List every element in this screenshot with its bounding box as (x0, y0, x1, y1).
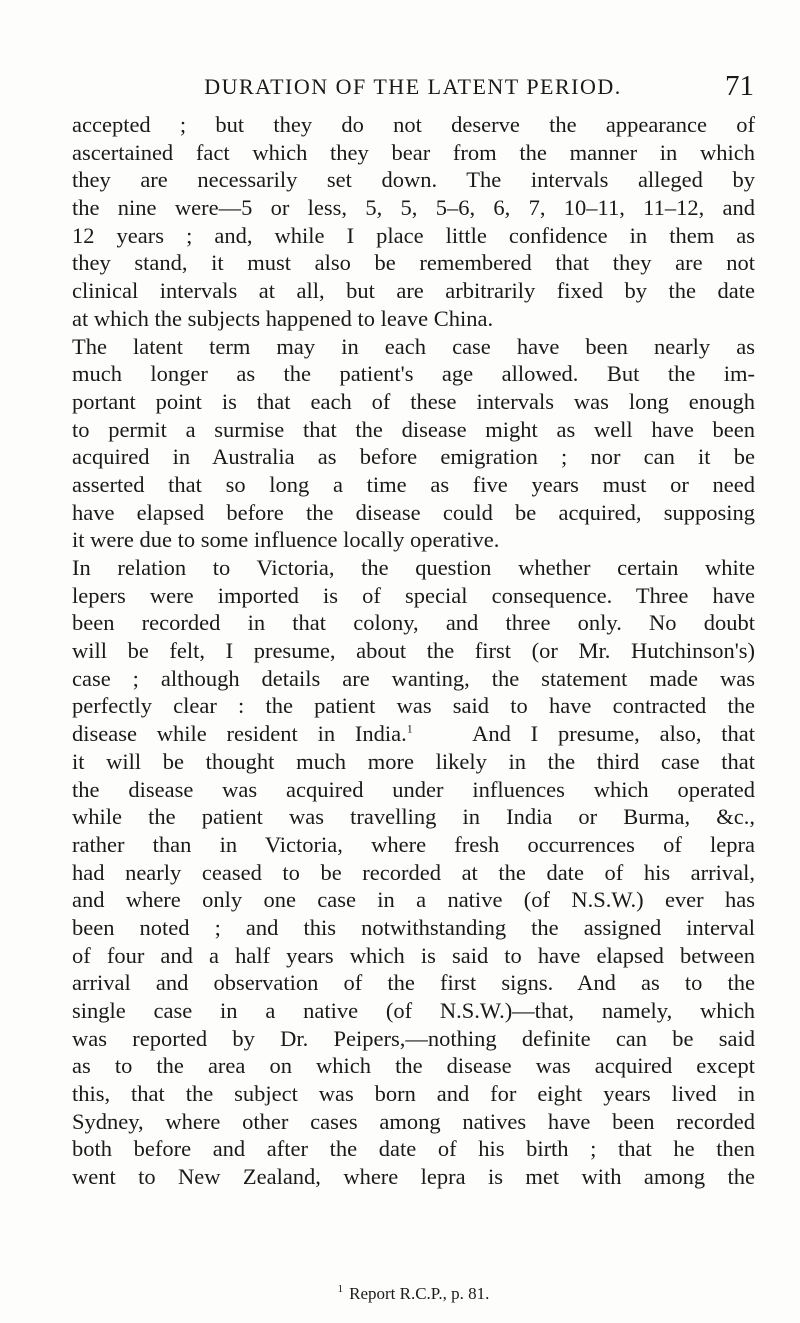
text-line-with-footnote (72, 720, 755, 748)
text-line: had nearly ceased to be recorded at the date of his arrival, (72, 859, 755, 885)
footnote (72, 1284, 755, 1304)
text-line: case ; although details are wanting, the statement made was (72, 665, 755, 691)
text-line: lepers were imported is of special consequence. Three have (72, 582, 755, 608)
text-line: arrival and observation of the first signs. And as to the (72, 970, 755, 996)
text-line: been recorded in that colony, and three only. No doubt (72, 610, 755, 636)
running-title: DURATION OF THE LATENT PERIOD. (204, 74, 622, 99)
text-line: the disease was acquired under influences which operated (72, 776, 755, 802)
text-line: The latent term may in each case have been nearly as (72, 333, 755, 359)
text-segment: disease while resident in India. (72, 721, 407, 747)
text-line: 12 years ; and, while I place little confidence in them as (72, 222, 755, 248)
footnote-reference[interactable]: 1 (406, 721, 413, 736)
text-line: In relation to Victoria, the question whether certain white (72, 555, 755, 580)
text-line: at which the subjects happened to leave China. (72, 305, 494, 331)
text-line: to permit a surmise that the disease might as well have been (72, 416, 755, 442)
text-line: perfectly clear : the patient was said to have contracted the (72, 693, 755, 719)
text-line: Sydney, where other cases among natives have been recorded (72, 1108, 755, 1134)
page-number: 71 (725, 70, 754, 102)
footnote-text: Report R.C.P., p. 81. (349, 1284, 490, 1303)
text-line: they stand, it must also be remembered that they are not (72, 250, 755, 276)
text-line: while the patient was travelling in India or Burma, &c., (72, 804, 755, 830)
footnote-marker: 1 (337, 1283, 344, 1296)
text-line: accepted ; but they do not deserve the appearance of (72, 112, 755, 137)
text-line: acquired in Australia as before emigration ; nor can it be (72, 444, 755, 470)
text-line: rather than in Victoria, where fresh occurrences of lepra (72, 831, 755, 857)
text-line: this, that the subject was born and for eight years lived in (72, 1081, 755, 1107)
running-head (72, 70, 754, 104)
text-line: of four and a half years which is said to have elapsed between (72, 942, 755, 968)
text-line: have elapsed before the disease could be acquired, supposing (72, 499, 755, 525)
text-line: it were due to some influence locally operative. (72, 527, 500, 553)
text-line: single case in a native (of N.S.W.)—that, namely, which (72, 998, 755, 1023)
text-line: they are necessarily set down. The intervals alleged by (72, 167, 755, 193)
text-line: and where only one case in a native (of N.S.W.) ever has (72, 887, 755, 913)
body-text (72, 111, 755, 1191)
text-line: went to New Zealand, where lepra is met with among the (72, 1164, 755, 1190)
text-line: will be felt, I presume, about the first (or Mr. Hutchinson's) (72, 638, 755, 664)
text-line: as to the area on which the disease was acquired except (72, 1053, 755, 1079)
text-line: both before and after the date of his birth ; that he then (72, 1136, 755, 1162)
text-line: asserted that so long a time as five years must or need (72, 471, 755, 497)
text-segment: And I presume, also, that (472, 721, 756, 747)
text-line: clinical intervals at all, but are arbitrarily fixed by the date (72, 278, 755, 304)
text-line: much longer as the patient's age allowed. But the im- (72, 361, 755, 387)
text-line: been noted ; and this notwithstanding the assigned interval (72, 914, 755, 940)
text-line: portant point is that each of these intervals was long enough (72, 388, 755, 414)
text-line: the nine were—5 or less, 5, 5, 5–6, 6, 7, 10–11, 11–12, and (72, 195, 755, 221)
text-line: ascertained fact which they bear from the manner in which (72, 139, 755, 165)
text-line: it will be thought much more likely in the third case that (72, 748, 755, 774)
text-line: was reported by Dr. Peipers,—nothing definite can be said (72, 1025, 755, 1051)
